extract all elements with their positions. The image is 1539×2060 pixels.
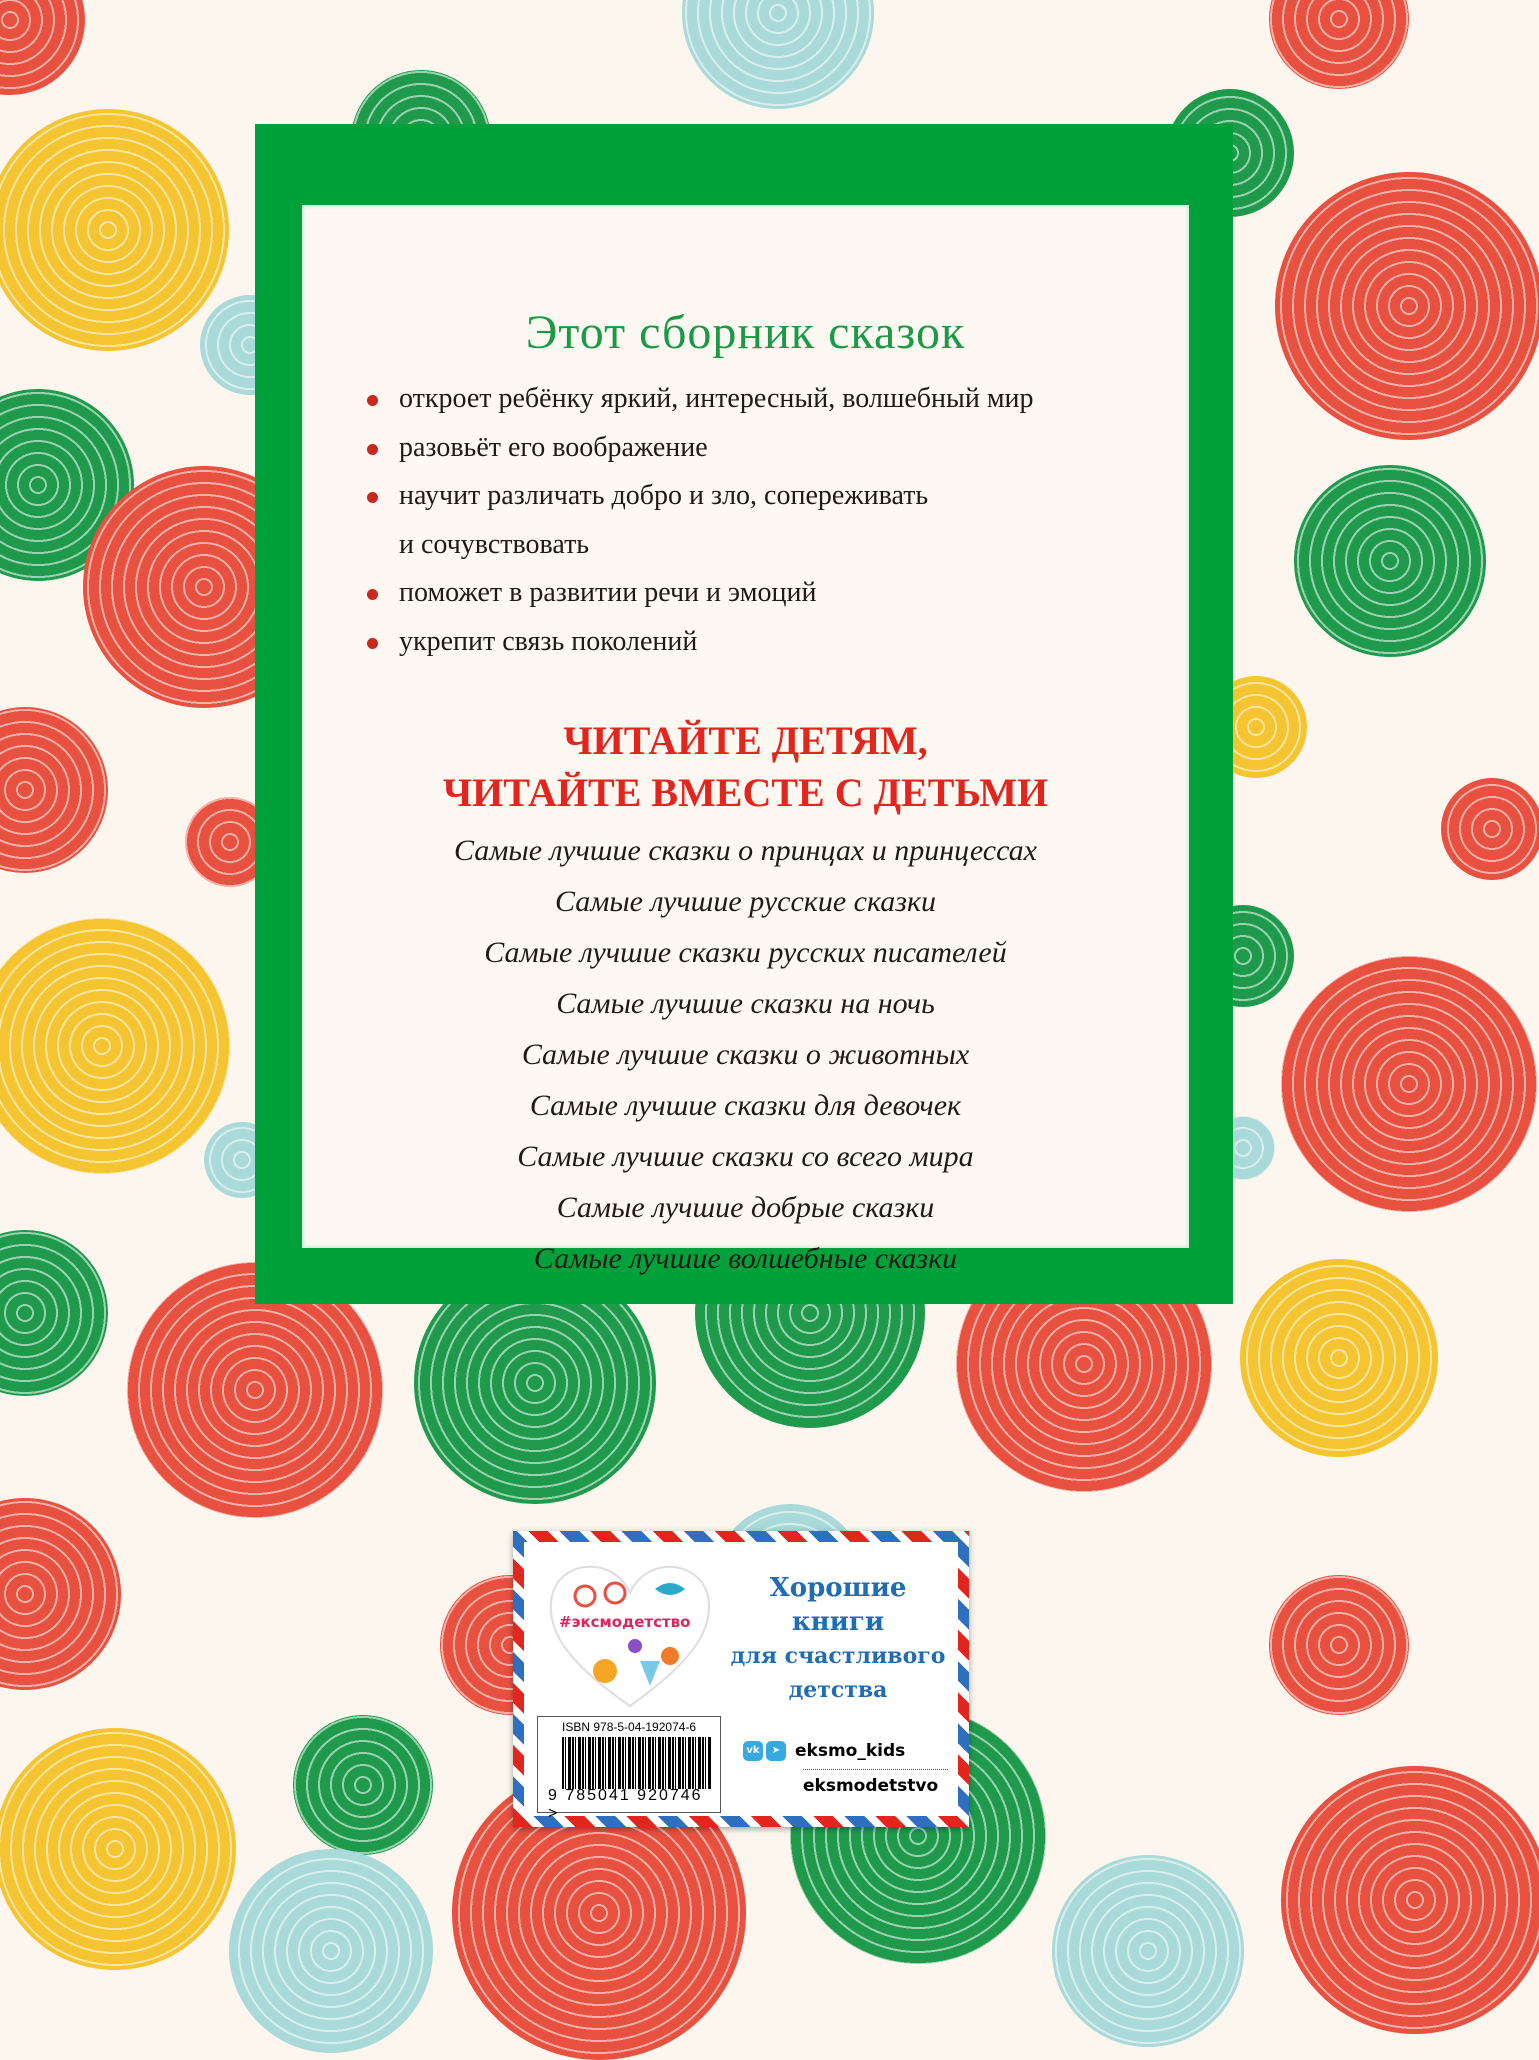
series-title: Самые лучшие сказки русских писателей bbox=[484, 936, 1007, 969]
series-title: Самые лучшие сказки со всего мира bbox=[517, 1140, 974, 1173]
series-title: Самые лучшие сказки на ночь bbox=[556, 987, 935, 1020]
info-panel bbox=[255, 124, 1233, 1304]
polka-dot-circle bbox=[1441, 778, 1539, 880]
polka-dot-circle bbox=[0, 1230, 108, 1396]
polka-dot-circle bbox=[293, 1715, 433, 1855]
polka-dot-circle bbox=[0, 1498, 121, 1690]
barcode-number: 9 785041 920746 > bbox=[548, 1787, 703, 1822]
list-item: укрепит связь поколений bbox=[367, 618, 1034, 667]
polka-dot-circle bbox=[229, 1849, 433, 2053]
info-panel-inner bbox=[302, 205, 1189, 1275]
divider bbox=[803, 1769, 948, 1770]
call-to-action: ЧИТАЙТЕ ДЕТЯМ, ЧИТАЙТЕ ВМЕСТЕ С ДЕТЬМИ bbox=[442, 718, 1049, 815]
polka-dot-circle bbox=[0, 1728, 236, 1970]
bullet-icon bbox=[367, 444, 378, 455]
panel-title: Этот сборник сказок bbox=[525, 306, 966, 359]
series-title: Самые лучшие сказки о принцах и принцессах bbox=[454, 834, 1037, 867]
social-handle: eksmodetstvo bbox=[803, 1776, 939, 1796]
list-item: поможет в развитии речи и эмоций bbox=[367, 569, 1034, 618]
hashtag: #эксмодетство bbox=[559, 1613, 691, 1631]
bullet-icon bbox=[367, 589, 378, 600]
list-item: научит различать добро и зло, сопереживать и сочувствовать bbox=[367, 472, 1034, 569]
polka-dot-circle bbox=[1052, 1855, 1244, 2047]
isbn: ISBN 978-5-04-192074-6 bbox=[562, 1720, 697, 1734]
heart-logo-icon bbox=[545, 1561, 715, 1711]
benefits-list bbox=[367, 375, 1034, 666]
series-title: Самые лучшие волшебные сказки bbox=[533, 1242, 958, 1275]
series-title: Самые лучшие сказки о животных bbox=[521, 1038, 970, 1071]
list-item: разовьёт его воображение bbox=[367, 424, 1034, 473]
bullet-icon bbox=[367, 492, 378, 503]
polka-dot-circle bbox=[1269, 1575, 1409, 1715]
airmail-label bbox=[513, 1531, 969, 1827]
social-row bbox=[743, 1741, 905, 1761]
polka-dot-circle bbox=[1294, 465, 1486, 657]
barcode-icon bbox=[562, 1737, 712, 1789]
telegram-icon[interactable]: ➤ bbox=[766, 1741, 786, 1761]
bullet-icon bbox=[367, 638, 378, 649]
vk-icon[interactable]: vk bbox=[743, 1741, 763, 1761]
isbn-barcode bbox=[537, 1716, 721, 1822]
polka-dot-circle bbox=[1281, 1766, 1539, 2034]
polka-dot-circle bbox=[0, 918, 230, 1174]
series-list bbox=[302, 825, 1189, 1284]
polka-dot-circle bbox=[1269, 0, 1409, 89]
series-title: Самые лучшие русские сказки bbox=[554, 885, 936, 918]
polka-dot-circle bbox=[1281, 956, 1537, 1212]
polka-dot-circle bbox=[0, 707, 108, 873]
social-handle: eksmo_kids bbox=[795, 1741, 906, 1761]
polka-dot-circle bbox=[0, 0, 85, 95]
series-title: Самые лучшие добрые сказки bbox=[556, 1191, 935, 1224]
list-item: откроет ребёнку яркий, интересный, волшебный мир bbox=[367, 375, 1034, 424]
bullet-icon bbox=[367, 395, 378, 406]
polka-dot-circle bbox=[1275, 172, 1539, 440]
slogan: Хорошие книги для счастливого детства bbox=[730, 1573, 946, 1703]
series-title: Самые лучшие сказки для девочек bbox=[529, 1089, 962, 1122]
polka-dot-circle bbox=[0, 109, 229, 351]
polka-dot-circle bbox=[1240, 1259, 1438, 1457]
polka-dot-circle bbox=[682, 0, 874, 109]
